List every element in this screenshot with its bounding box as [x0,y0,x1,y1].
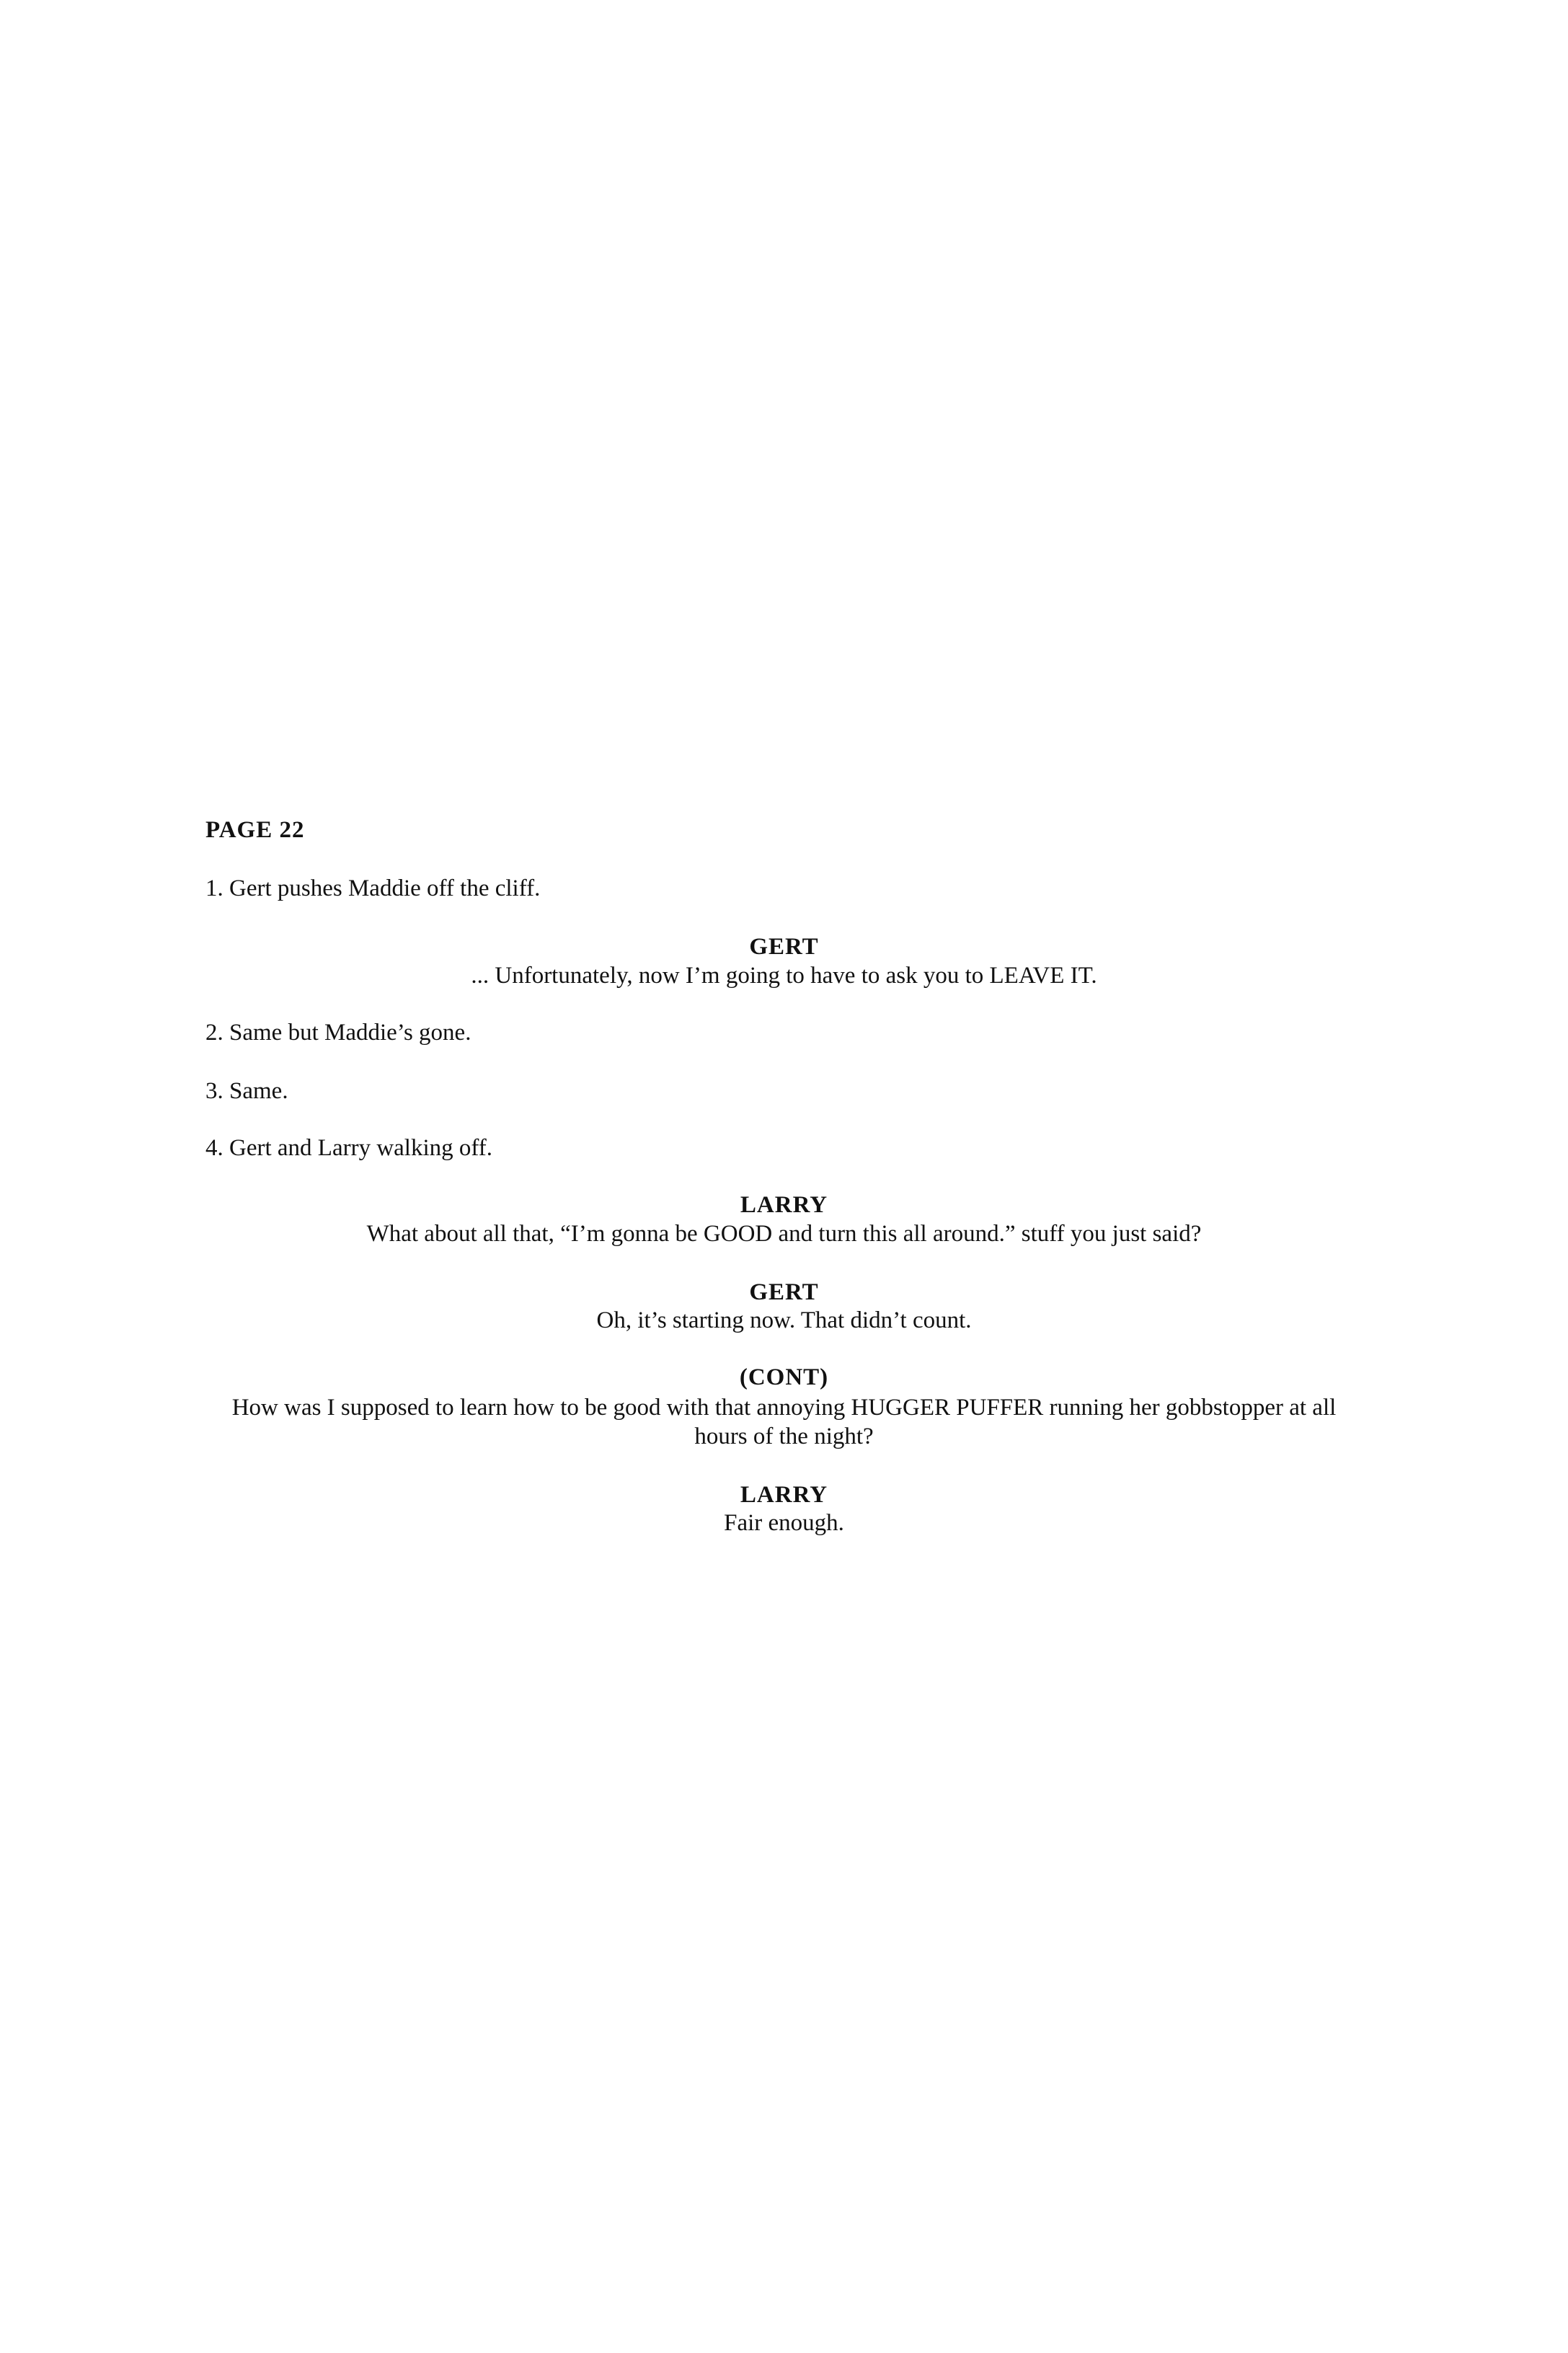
speaker-name: GERT [749,1279,819,1305]
dialogue-line: ... Unfortunately, now I’m going to have to ask you to LEAVE IT. [471,963,1097,989]
dialogue-line: What about all that, “I’m gonna be GOOD and turn this all around.” stuff you just said? [366,1221,1202,1247]
speaker-name: (CONT) [739,1364,829,1390]
speaker-name: GERT [749,934,819,960]
page-heading: PAGE 22 [205,817,305,843]
panel-description: 3. Same. [205,1078,288,1104]
panel-description: 2. Same but Maddie’s gone. [205,1020,471,1046]
dialogue-line: Fair enough. [724,1510,844,1536]
speaker-name: LARRY [740,1192,828,1218]
panel-description: 4. Gert and Larry walking off. [205,1135,493,1161]
dialogue-line: How was I supposed to learn how to be good with that annoying HUGGER PUFFER running her gobbstopper at all hours of the night? [231,1395,1337,1449]
panel-description: 1. Gert pushes Maddie off the cliff. [205,875,541,901]
dialogue-line: Oh, it’s starting now. That didn’t count. [596,1307,972,1333]
speaker-name: LARRY [740,1482,828,1508]
